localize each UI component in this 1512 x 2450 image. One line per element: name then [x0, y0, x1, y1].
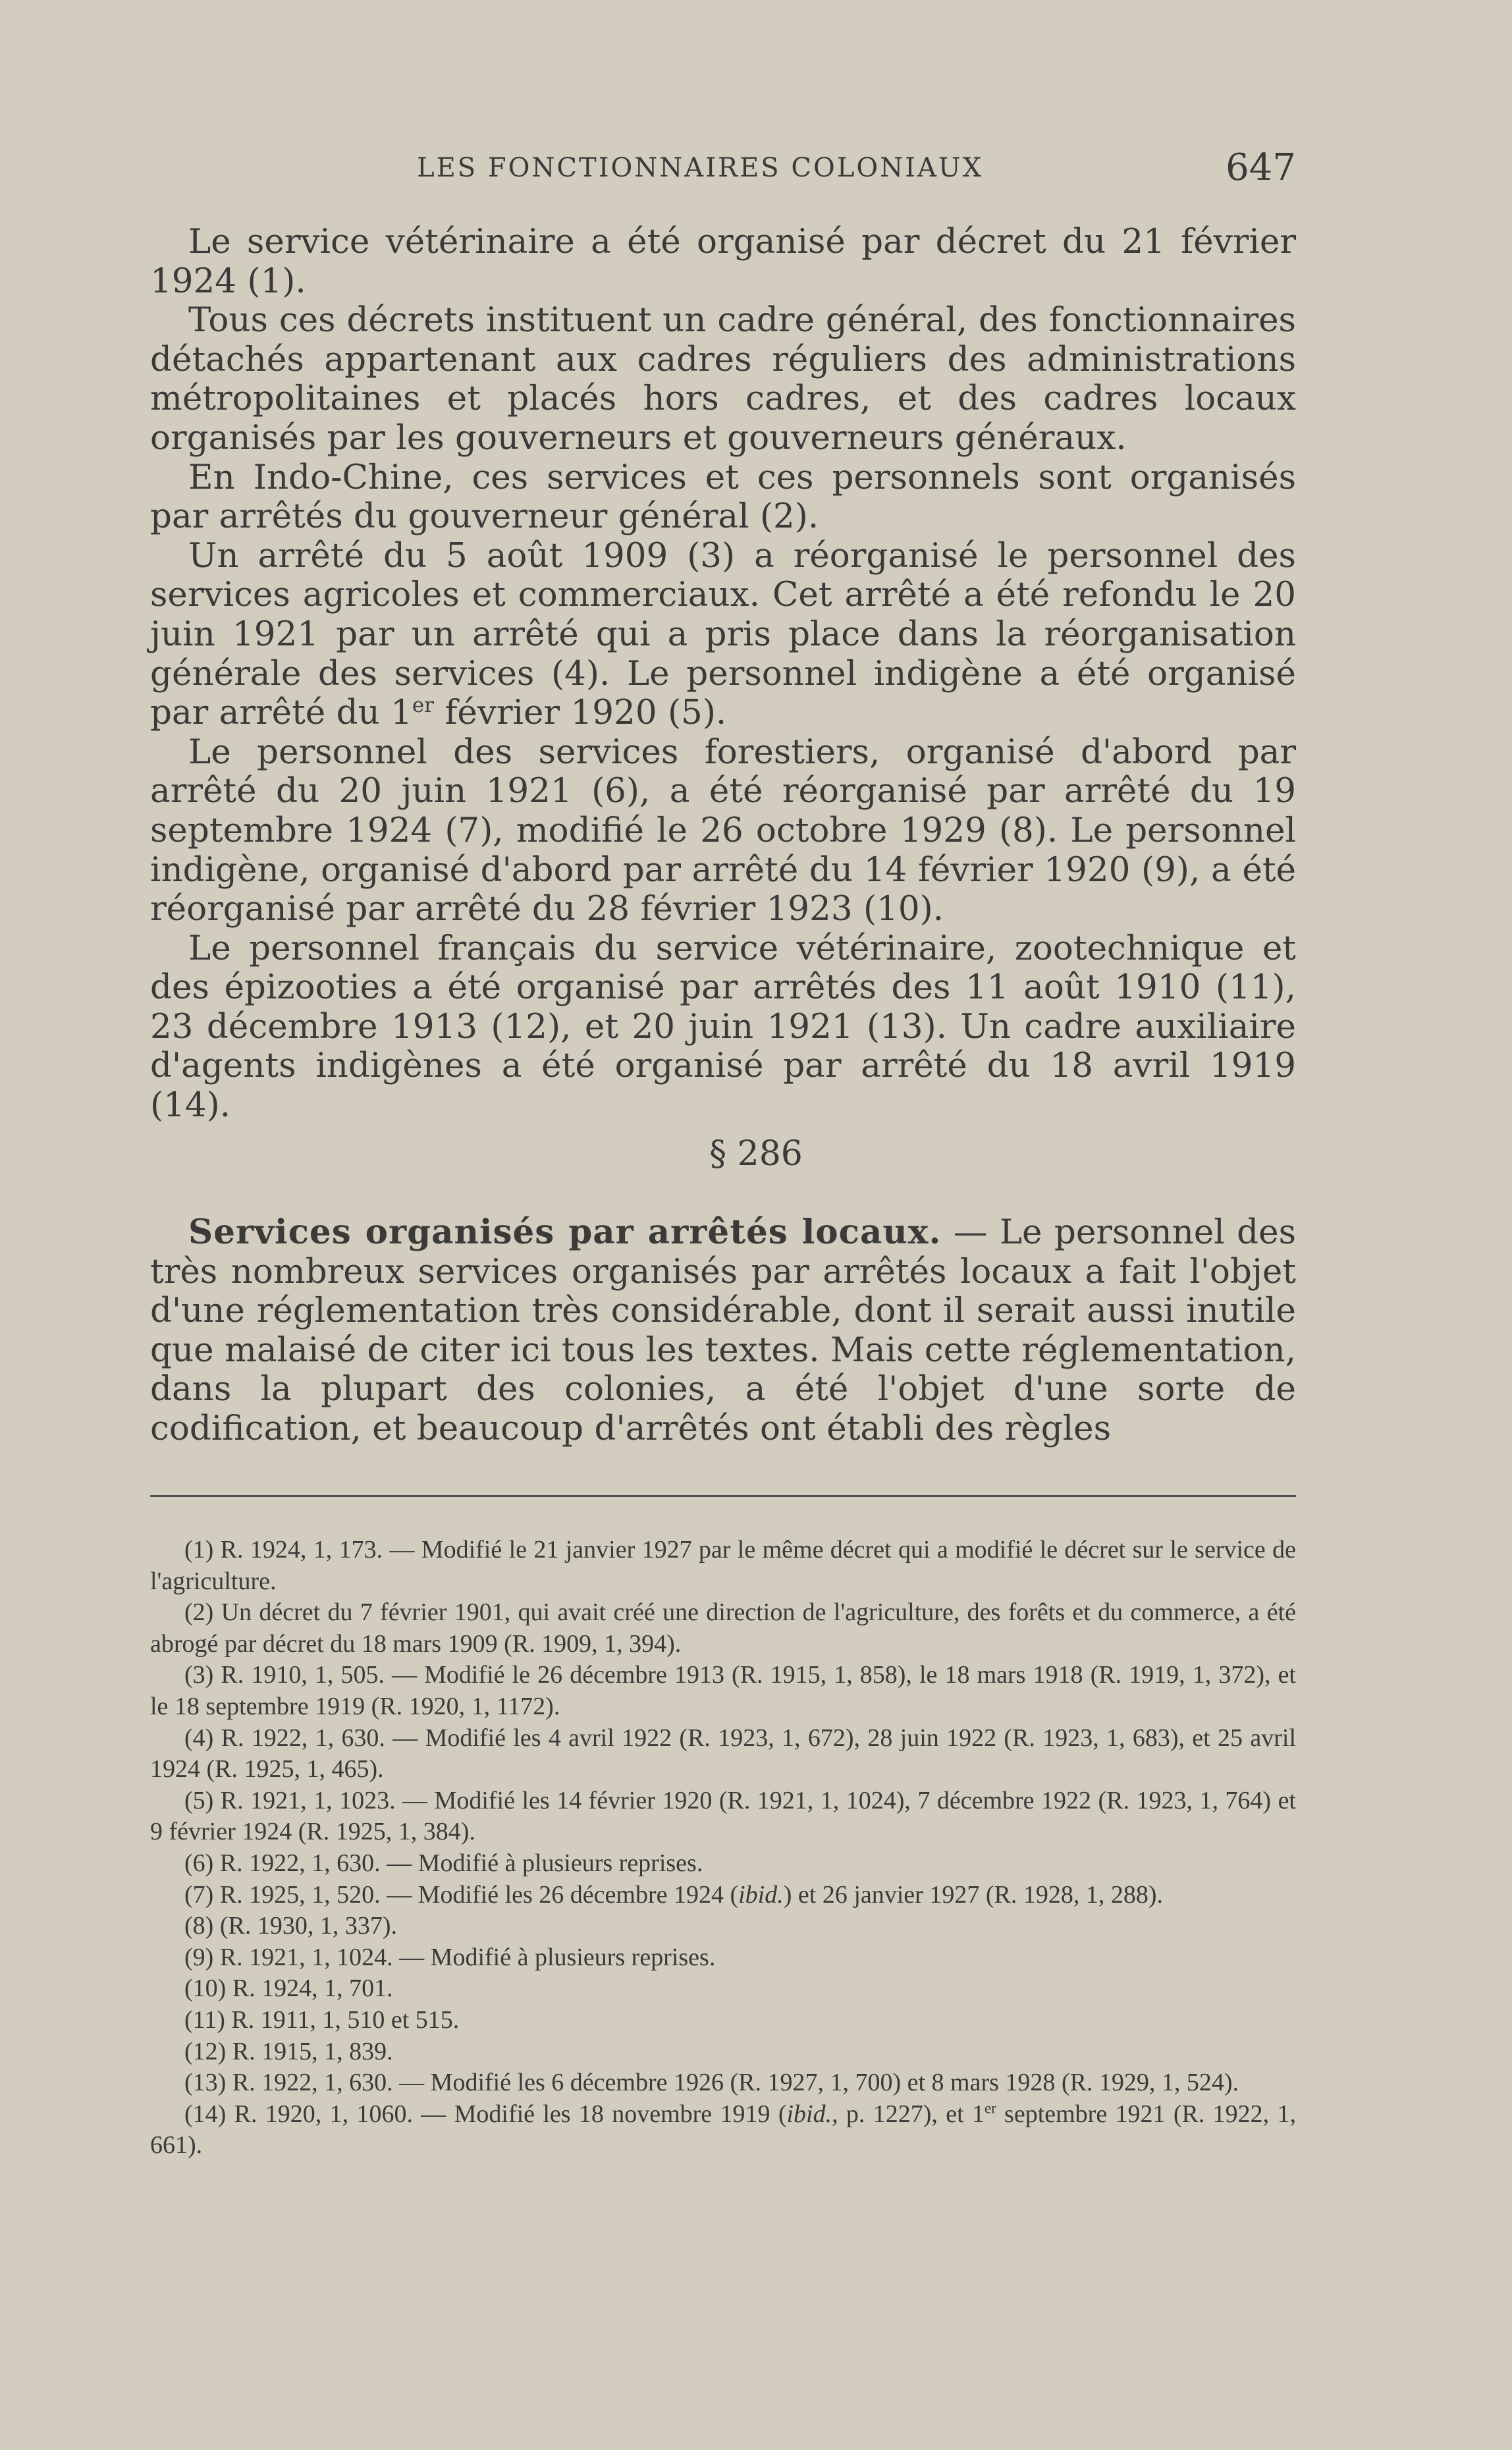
page-number: 647 [1226, 146, 1296, 189]
section-title: Services organisés par arrêtés locaux. [188, 1212, 942, 1252]
footnote-number: (7) [184, 1880, 214, 1909]
section-heading: § 286 [709, 1134, 803, 1174]
footnote-text: R. 1910, 1, 505. — Modifié le 26 décembre 1913 (R. 1915, 1, 858), le 18 mars 1918 (R. 1919, 1, 372), et le 18 septembre 1919 (R. 1920, 1, 1172). [150, 1661, 1296, 1720]
footnote-divider [150, 1495, 1296, 1497]
paragraph [150, 537, 1296, 733]
footnote-text: R. 1925, 1, 520. — Modifié les 26 décembre 1924 ( [219, 1880, 739, 1909]
footnote [150, 1660, 1296, 1722]
paragraph: Le personnel français du service vétérinaire, zootechnique et des épizooties a été organisé par arrêtés des 11 août 1910 (11), 23 décembre 1913 (12), et 20 juin 1921 (13). Un cadre auxiliaire d'agents indigènes a été organisé par arrêté du 18 avril 1919 (14). [150, 928, 1296, 1126]
dash: — [941, 1212, 1000, 1252]
paragraph: Le service vétérinaire a été organisé par décret du 21 février 1924 (1). [150, 222, 1296, 301]
footnote [150, 2067, 1296, 2099]
running-title: LES FONCTIONNAIRES COLONIAUX [417, 153, 984, 183]
footnote-text: septembre 1921 (R. 1922, 1, 661). [150, 2100, 1297, 2160]
footnote [150, 2005, 1296, 2036]
footnote-number: (4) [184, 1724, 214, 1752]
paragraph: Le personnel des services forestiers, organisé d'abord par arrêté du 20 juin 1921 (6), a été réorganisé par arrêté du 19 septembre 1924 (7), modifié le 26 octobre 1929 (8). Le personnel indigène, organisé d'abord par arrêté du 14 février 1920 (9), a été réorganisé par arrêté du 28 février 1923 (10). [150, 732, 1296, 929]
footnote [150, 1723, 1296, 1785]
footnote-number: (3) [184, 1661, 214, 1689]
footnote-text: R. 1915, 1, 839. [232, 2037, 393, 2065]
footnote-italic: ibid. [738, 1880, 784, 1909]
footnote-number: (13) [184, 2069, 227, 2097]
footnote-text: R. 1921, 1, 1023. — Modifié les 14 février 1920 (R. 1921, 1, 1024), 7 décembre 1922 (R. 1923, 1, 764) et 9 février 1924 (R. 1925, 1, 384). [150, 1786, 1296, 1846]
footnote [150, 1597, 1296, 1660]
body-text [150, 223, 1296, 1126]
footnote-number: (14) [184, 2100, 227, 2128]
footnote [150, 1880, 1296, 1911]
footnote-text: , p. 1227), et 1 [832, 2100, 985, 2128]
footnote-number: (8) [184, 1912, 214, 1940]
footnote [150, 1848, 1296, 1880]
footnote-number: (1) [184, 1536, 214, 1564]
section-body [150, 1213, 1296, 1449]
footnote-number: (2) [184, 1598, 214, 1627]
footnote-number: (11) [184, 2005, 225, 2034]
superscript: er [412, 693, 434, 717]
footnote [150, 1785, 1296, 1848]
footnote-number: (12) [184, 2037, 227, 2065]
footnote-number: (9) [184, 1943, 214, 1971]
footnote-text: R. 1924, 1, 701. [232, 1974, 393, 2003]
superscript: er [985, 2100, 996, 2117]
footnote-italic: ibid. [786, 2100, 832, 2128]
paragraph: En Indo-Chine, ces services et ces personnels sont organisés par arrêtés du gouverneur général (2). [150, 457, 1296, 537]
footnote [150, 2099, 1296, 2162]
footnote [150, 1911, 1296, 1942]
footnote-text: R. 1922, 1, 630. — Modifié les 6 décembre 1926 (R. 1927, 1, 700) et 8 mars 1928 (R. 1929, 1, 524). [232, 2069, 1239, 2097]
paragraph-text: Le personnel des très nombreux services organisés par arrêtés locaux a fait l'objet d'une réglementation très considérable, dont il serait aussi inutile que malaisé de citer ici tous les textes. Mais cette réglementation, dans la plupart des colonies, a été l'objet d'une sorte de codification, et beaucoup d'arrêtés ont établi des règles [150, 1212, 1296, 1448]
paragraph-text: Un arrêté du 5 août 1909 (3) a réorganisé le personnel des services agricoles et commerciaux. Cet arrêté a été refondu le 20 juin 1921 par un arrêté qui a pris place dans la réorganisation générale des services (4). Le personnel indigène a été organisé par arrêté du 1 [150, 535, 1296, 733]
footnote-text: R. 1921, 1, 1024. — Modifié à plusieurs reprises. [219, 1943, 716, 1971]
footnote [150, 1973, 1296, 2005]
page-header [150, 146, 1296, 194]
paragraph: Tous ces décrets instituent un cadre général, des fonctionnaires détachés appartenant aux cadres réguliers des administrations métropolitaines et placés hors cadres, et des cadres locaux organisés par les gouverneurs et gouverneurs généraux. [150, 300, 1296, 458]
paragraph-text: février 1920 (5). [433, 693, 727, 733]
footnote-text: R. 1920, 1, 1060. — Modifié les 18 novembre 1919 ( [234, 2100, 787, 2128]
footnote-text: R. 1924, 1, 173. — Modifié le 21 janvier 1927 par le même décret qui a modifié le décret sur le service de l'agriculture. [150, 1536, 1296, 1595]
footnote-number: (6) [184, 1849, 214, 1877]
footnote-text: Un décret du 7 février 1901, qui avait créé une direction de l'agriculture, des forêts et du commerce, a été abrogé par décret du 18 mars 1909 (R. 1909, 1, 394). [150, 1598, 1296, 1658]
footnote-text: (R. 1930, 1, 337). [219, 1912, 397, 1940]
footnote-number: (10) [184, 1974, 227, 2003]
footnote [150, 1535, 1296, 1597]
footnote-text: R. 1922, 1, 630. — Modifié à plusieurs reprises. [219, 1849, 703, 1877]
footnote [150, 2036, 1296, 2068]
paragraph [150, 1213, 1296, 1449]
footnote [150, 1942, 1296, 1974]
footnote-text: ) et 26 janvier 1927 (R. 1928, 1, 288). [783, 1880, 1163, 1909]
footnote-text: R. 1922, 1, 630. — Modifié les 4 avril 1922 (R. 1923, 1, 672), 28 juin 1922 (R. 1923, 1, 683), et 25 avril 1924 (R. 1925, 1, 465). [150, 1724, 1297, 1783]
footnote-text: R. 1911, 1, 510 et 515. [231, 2005, 460, 2034]
footnotes [150, 1535, 1296, 2162]
footnote-number: (5) [184, 1786, 214, 1814]
